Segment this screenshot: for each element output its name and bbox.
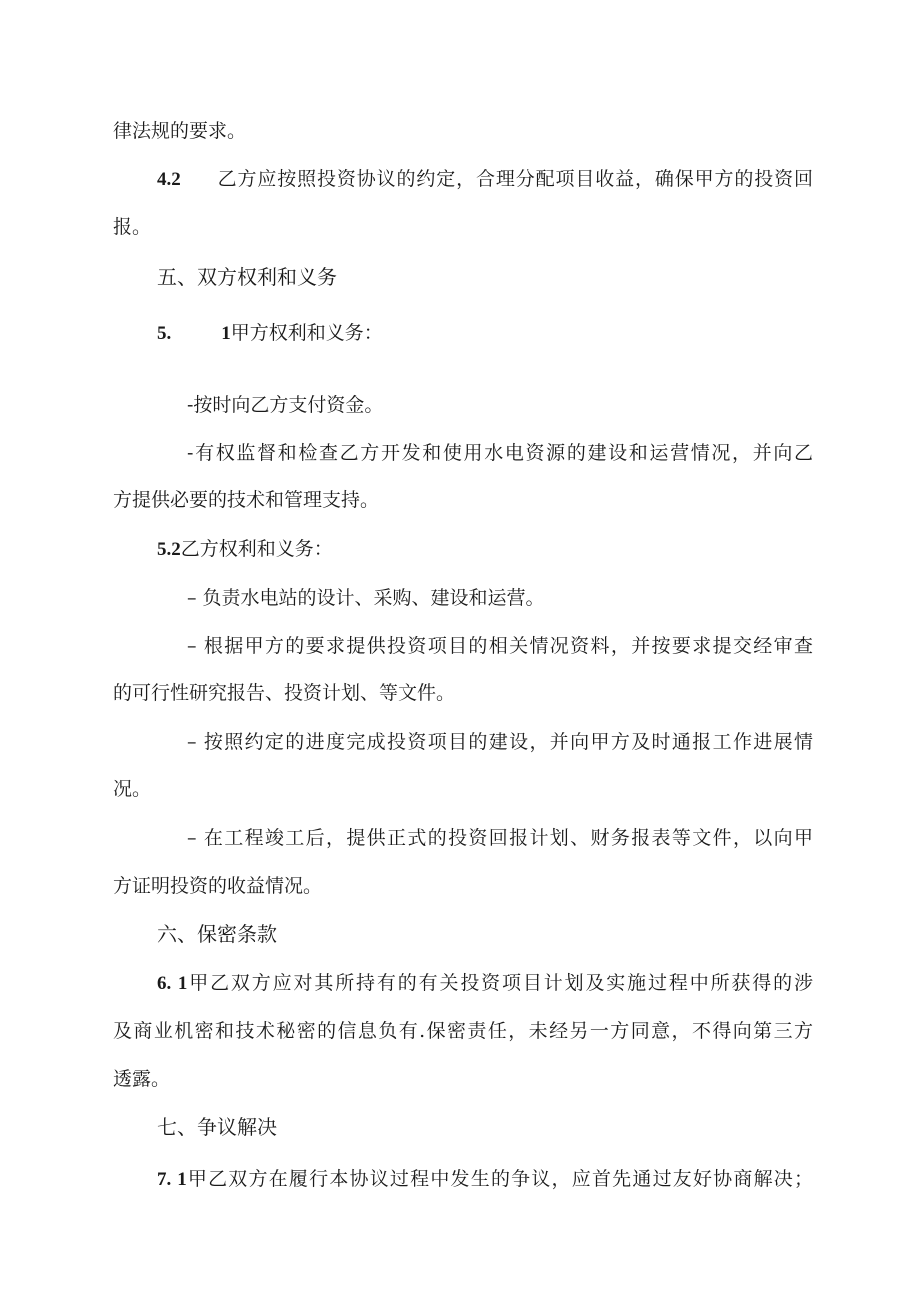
line-text: -按时向乙方支付资金。 xyxy=(187,394,384,416)
line-text: 方证明投资的收益情况。 xyxy=(113,875,323,897)
line-text: 报。 xyxy=(113,216,152,238)
line-text: 方提供必要的技术和管理支持。 xyxy=(113,489,380,511)
clause-5-2-line xyxy=(157,535,813,564)
line-text: 况。 xyxy=(113,778,152,800)
line-text: – 负责水电站的设计、采购、建设和运营。 xyxy=(187,587,545,609)
list-item xyxy=(187,728,813,756)
line-text: 透露。 xyxy=(113,1068,171,1090)
line-text: 的可行性研究报告、投资计划、等文件。 xyxy=(113,682,456,704)
line-text: 律法规的要求。 xyxy=(113,120,247,142)
line-text: 甲乙双方在履行本协议过程中发生的争议，应首先通过友好协商解决； xyxy=(186,1168,813,1190)
list-item xyxy=(187,391,813,419)
paragraph-line xyxy=(113,1065,813,1093)
clause-6-1-line xyxy=(157,969,813,998)
section-heading-5 xyxy=(157,263,813,291)
paragraph-line xyxy=(113,117,813,145)
line-text: – 根据甲方的要求提供投资项目的相关情况资料，并按要求提交经审查 xyxy=(187,635,813,657)
heading-text: 七、争议解决 xyxy=(157,1115,277,1139)
line-text: -有权监督和检查乙方开发和使用水电资源的建设和运营情况，并向乙 xyxy=(187,442,813,464)
paragraph-line xyxy=(113,872,813,900)
clause-number: 5. xyxy=(157,323,172,344)
clause-number: 7. 1 xyxy=(157,1169,187,1190)
section-heading-6 xyxy=(157,920,813,948)
list-item xyxy=(187,632,813,660)
heading-text: 六、保密条款 xyxy=(157,922,277,946)
clause-number: 4.2 xyxy=(157,169,181,190)
line-text: 甲方权利和义务： xyxy=(230,322,383,344)
list-item xyxy=(187,824,813,852)
clause-number: 5.2 xyxy=(157,539,181,560)
clause-number-part: 1 xyxy=(221,323,231,344)
paragraph-line xyxy=(113,1017,813,1045)
paragraph-line xyxy=(113,486,813,514)
clause-4-2-line xyxy=(157,165,813,194)
paragraph-line xyxy=(113,213,813,241)
paragraph-line xyxy=(113,679,813,707)
heading-text: 五、双方权利和义务 xyxy=(157,265,337,289)
paragraph-line xyxy=(113,775,813,803)
line-text: 甲乙双方应对其所持有的有关投资项目计划及实施过程中所获得的涉 xyxy=(187,972,813,994)
clause-7-1-line xyxy=(157,1165,813,1194)
line-text: – 在工程竣工后，提供正式的投资回报计划、财务报表等文件，以向甲 xyxy=(187,827,813,849)
line-text: 乙方权利和义务： xyxy=(180,538,333,560)
section-heading-7 xyxy=(157,1113,813,1141)
list-item xyxy=(187,584,813,612)
line-text: 及商业机密和技术秘密的信息负有.保密责任，未经另一方同意，不得向第三方 xyxy=(113,1020,813,1042)
clause-number: 6. 1 xyxy=(157,973,188,994)
list-item xyxy=(187,439,813,467)
line-text: – 按照约定的进度完成投资项目的建设，并向甲方及时通报工作进展情 xyxy=(187,731,813,753)
clause-5-1-line xyxy=(157,319,813,348)
line-text: 乙方应按照投资协议的约定，合理分配项目收益，确保甲方的投资回 xyxy=(216,168,813,190)
